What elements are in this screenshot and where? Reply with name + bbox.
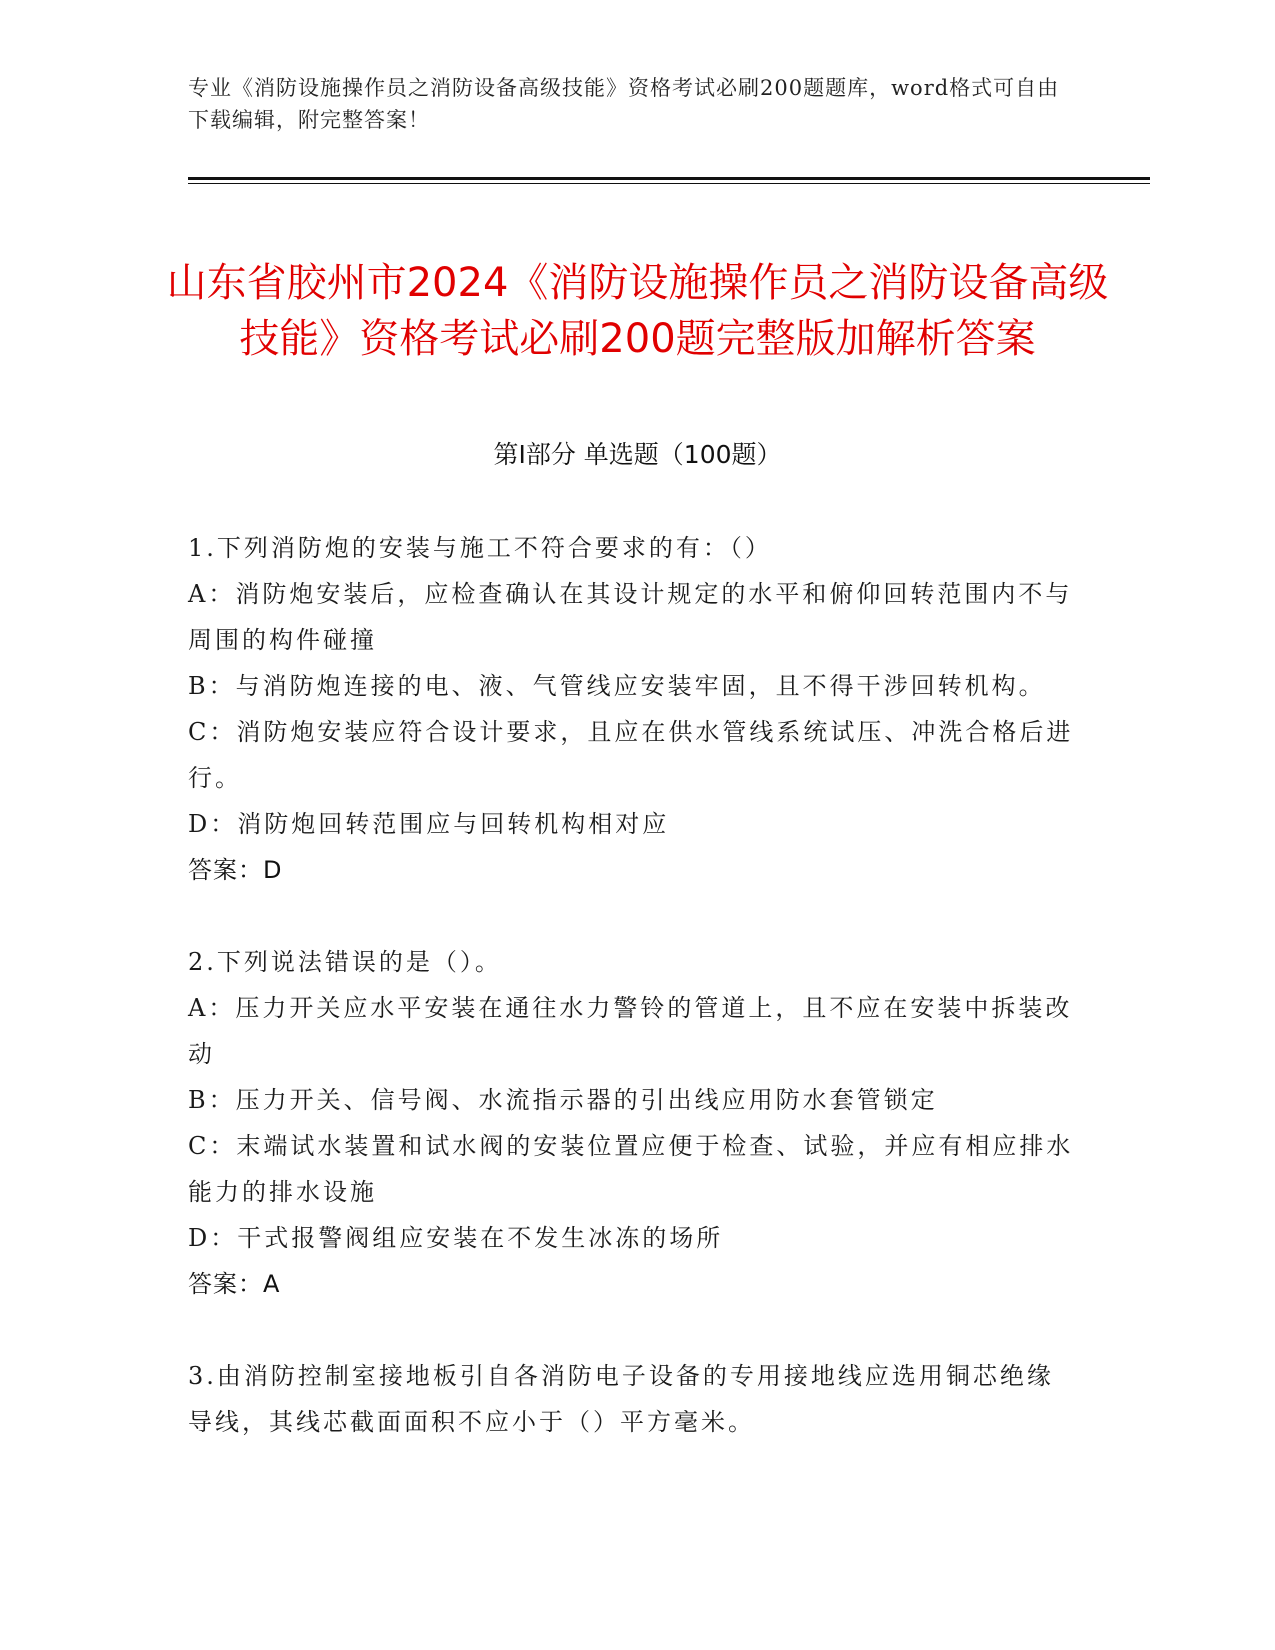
option-c: C：末端试水装置和试水阀的安装位置应便于检查、试验，并应有相应排水能力的排水设施 <box>188 1132 1074 1206</box>
option-d: D：消防炮回转范围应与回转机构相对应 <box>188 810 670 838</box>
answer: 答案：A <box>188 1270 281 1298</box>
question-3 <box>188 1353 1078 1445</box>
question-list <box>188 525 1078 1491</box>
header-divider-thin <box>188 183 1150 184</box>
answer: 答案：D <box>188 856 283 884</box>
option-b: B：与消防炮连接的电、液、气管线应安装牢固，且不得干涉回转机构。 <box>188 672 1046 700</box>
header-note: 专业《消防设施操作员之消防设备高级技能》资格考试必刷200题题库，word格式可自由下载编辑，附完整答案！ <box>188 76 1060 132</box>
option-d: D：干式报警阀组应安装在不发生冰冻的场所 <box>188 1224 724 1252</box>
document-title: 山东省胶州市2024《消防设施操作员之消防设备高级技能》资格考试必刷200题完整版加解析答案 <box>166 259 1109 362</box>
question-2 <box>188 939 1078 1307</box>
question-stem: 2.下列说法错误的是（）。 <box>188 948 502 976</box>
question-1 <box>188 525 1078 893</box>
option-c: C：消防炮安装应符合设计要求，且应在供水管线系统试压、冲洗合格后进行。 <box>188 718 1074 792</box>
header-divider-thick <box>188 177 1150 180</box>
section-title: 第Ⅰ部分 单选题（100题） <box>493 440 782 469</box>
question-stem: 3.由消防控制室接地板引自各消防电子设备的专用接地线应选用铜芯绝缘导线，其线芯截面面积不应小于（）平方毫米。 <box>188 1362 1054 1436</box>
option-a: A：压力开关应水平安装在通往水力警铃的管道上，且不应在安装中拆装改动 <box>188 994 1073 1068</box>
question-stem: 1.下列消防炮的安装与施工不符合要求的有：（） <box>188 534 772 562</box>
option-a: A：消防炮安装后，应检查确认在其设计规定的水平和俯仰回转范围内不与周围的构件碰撞 <box>188 580 1073 654</box>
option-b: B：压力开关、信号阀、水流指示器的引出线应用防水套管锁定 <box>188 1086 938 1114</box>
